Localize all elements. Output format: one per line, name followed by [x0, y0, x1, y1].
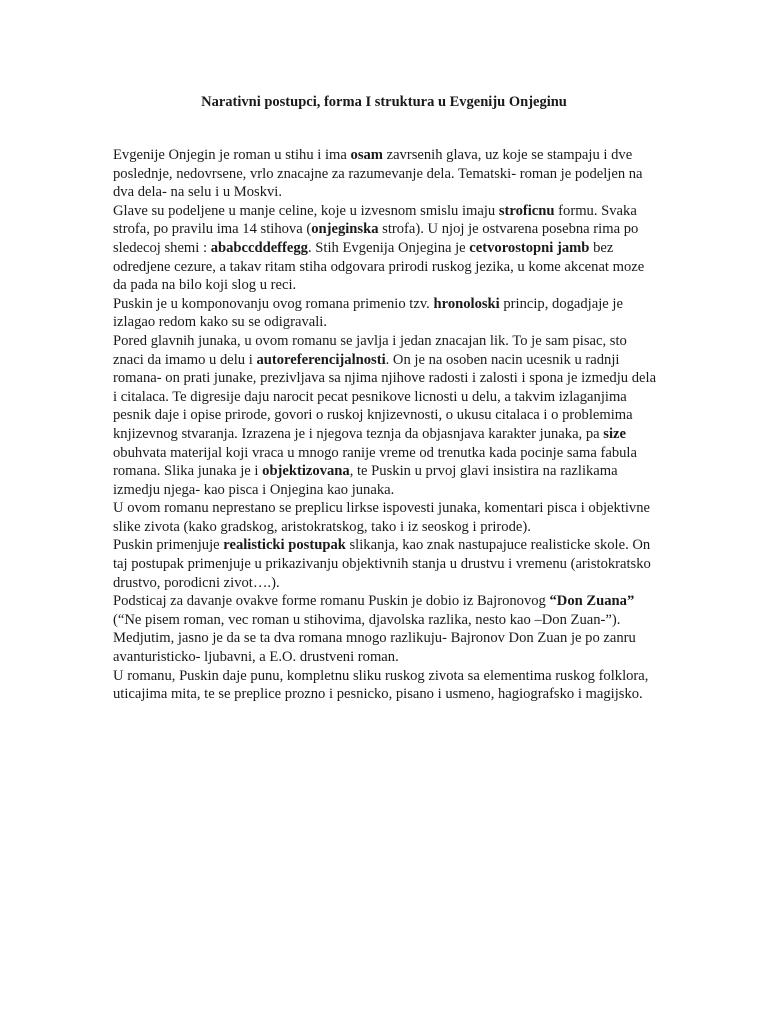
text-run: formu. Svaka strofa, po pravilu ima 14 stihova (	[113, 202, 637, 238]
text-run: . Stih Evgenija Onjegina je	[307, 239, 470, 256]
body-paragraph	[113, 295, 659, 332]
text-run: zavrsenih glava, uz koje se stampaju i dve poslednje, nedovrsene, vrlo znacajne za razumevanje dela. Tematski- roman je podeljen na dva dela- na selu i u Moskvi.	[113, 147, 643, 201]
text-run: Puskin je u komponovanju ovog romana primenio tzv.	[113, 295, 434, 312]
emphasized-term: realisticki postupak	[223, 537, 346, 554]
body-paragraph	[113, 536, 659, 592]
emphasized-term: “Don Zuana”	[549, 593, 635, 610]
body-paragraph	[113, 332, 659, 499]
emphasized-term: hronoloski	[433, 295, 500, 312]
emphasized-term: onjeginska	[311, 221, 379, 238]
text-run: U ovom romanu neprestano se preplicu lirkse ispovesti junaka, komentari pisca i objektivne slike zivota (kako gradskog, aristokratskog, tako i iz seoskog i prirode).	[113, 500, 650, 535]
body-paragraph	[113, 592, 659, 666]
emphasized-term: cetvorostopni jamb	[469, 239, 590, 256]
body-paragraph	[113, 499, 659, 536]
text-run: bez odredjene cezure, a takav ritam stiha odgovara prirodi ruskog jezika, u kome akcenat moze da pada na bilo koji slog u reci.	[113, 239, 645, 294]
text-run: princip, dogadjaje je izlagao redom kako su se odigravali.	[113, 295, 623, 331]
text-run: obuhvata materijal koji vraca u mnogo ranije vreme od trenutka kada pocinje sama fabula romana. Slika junaka je i	[113, 444, 637, 480]
document-body	[113, 146, 659, 704]
emphasized-term: size	[603, 425, 626, 442]
emphasized-term: ababccddeffegg	[210, 239, 308, 256]
body-paragraph	[113, 146, 659, 202]
body-paragraph	[113, 202, 659, 295]
body-paragraph	[113, 667, 659, 704]
text-run: slikanja, kao znak nastupajuce realisticke skole. On taj postupak primenjuje u prikazivanju objektivnih stanja u drustvu i vremenu (aristokratsko drustvo, porodicni zivot….).	[113, 537, 651, 591]
text-run: U romanu, Puskin daje punu, kompletnu sliku ruskog zivota sa elementima ruskog folklora, uticajima mita, te se preplice prozno i pesnicko, pisano i usmeno, hagiografsko i magijsko.	[113, 667, 649, 703]
emphasized-term: autoreferencijalnosti	[256, 351, 386, 368]
document-title: Narativni postupci, forma I struktura u Evgeniju Onjeginu	[201, 94, 567, 110]
text-run: (“Ne pisem roman, vec roman u stihovima, djavolska razlika, nesto kao –Don Zuan-”). Medjutim, jasno je da se ta dva romana mnogo razlikuju- Bajronov Don Zuan je po zanru avanturisticko- ljubavni, a E.O. drustveni roman.	[113, 611, 636, 666]
text-run: Podsticaj za davanje ovakve forme romanu Puskin je dobio iz Bajronovog	[113, 593, 550, 610]
text-run: Evgenije Onjegin je roman u stihu i ima	[113, 147, 351, 163]
emphasized-term: objektizovana	[262, 463, 350, 480]
text-run: strofa). U njoj je ostvarena posebna rima po sledecoj shemi :	[113, 221, 639, 256]
text-run: Pored glavnih junaka, u ovom romanu se javlja i jedan znacajan lik. To je sam pisac, sto znaci da imamo u delu i	[113, 332, 627, 368]
text-run: , te Puskin u prvoj glavi insistira na razlikama izmedju njega- kao pisca i Onjegina kao junaka.	[113, 463, 618, 498]
text-run: Glave su podeljene u manje celine, koje u izvesnom smislu imaju	[113, 202, 499, 219]
emphasized-term: stroficnu	[498, 202, 555, 219]
emphasized-term: osam	[350, 147, 383, 163]
text-run: Puskin primenjuje	[113, 537, 224, 554]
text-run: . On je na osoben nacin ucesnik u radnji romana- on prati junake, prezivljava sa njima njihove radosti i zalosti i spona je izmedju dela i citalaca. Te digresije daju narocit pecat pesnikove licnosti u delu, a takvim izlaganjima pesnik daje i opise prirode, govori o ruskoj knjizevnosti, o ukusu citalaca i o problemima knjizevnog stvaranja. Izrazena je i njegova teznja da objasnjava karakter junaka, pa	[113, 351, 657, 442]
